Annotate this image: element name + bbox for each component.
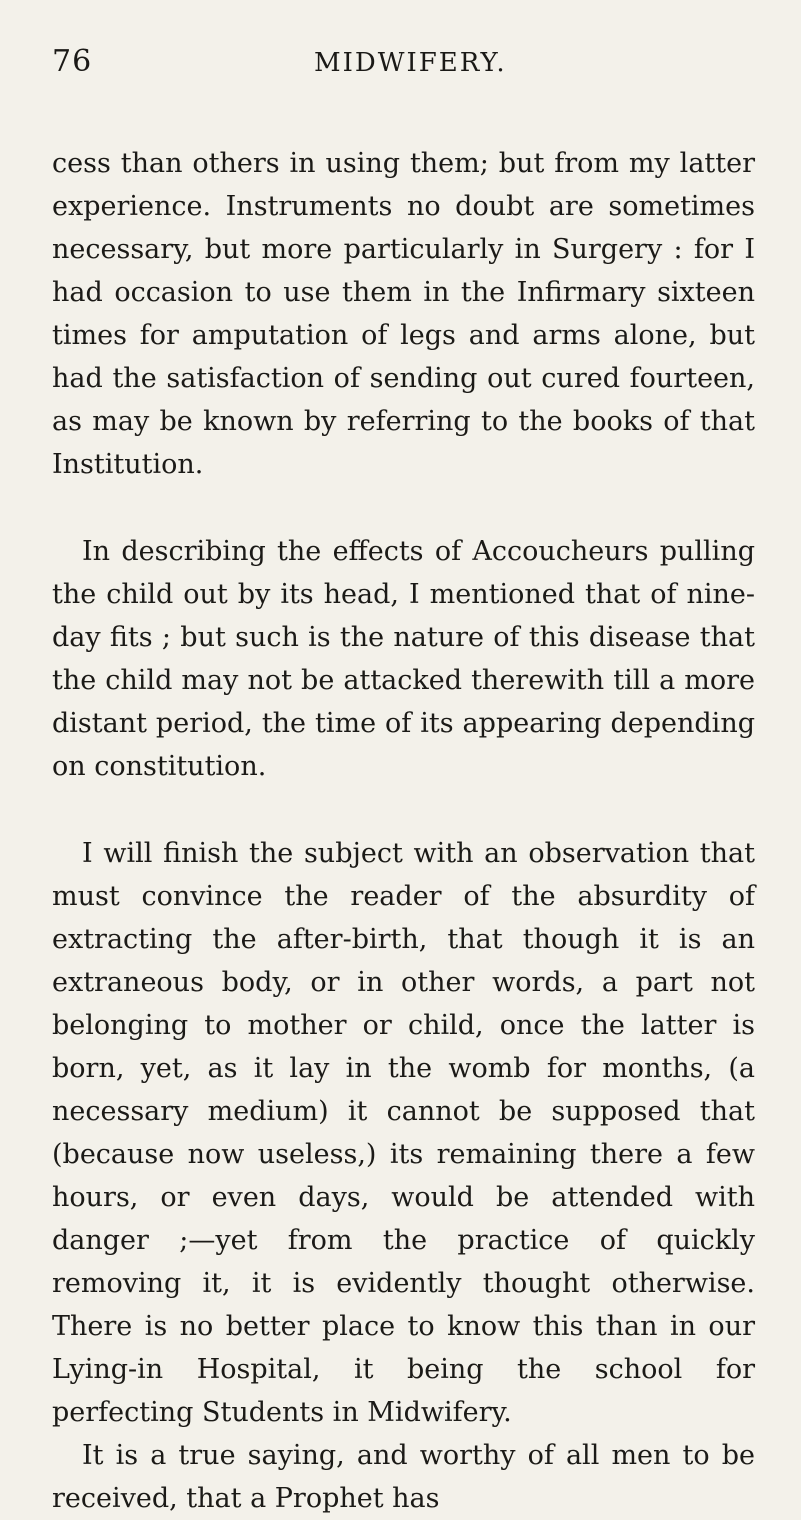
running-title: MIDWIFERY.: [314, 48, 507, 78]
running-head: [52, 44, 755, 84]
page-number: 76: [52, 44, 93, 79]
body-text: [52, 142, 755, 1520]
paragraph-3: I will finish the subject with an observation that must convince the reader of the absurdity of extracting the after-birth, that though it is an extraneous body, or in other words, a part not belonging to mother or child, once the latter is born, yet, as it lay in the womb for months, (a necessary medium) it cannot be supposed that (because now useless,) its remaining there a few hours, or even days, would be attended with danger ;—yet from the practice of quickly removing it, it is evidently thought otherwise. There is no better place to know this than in our Lying-in Hospital, it being the school for perfecting Students in Midwifery.: [52, 838, 755, 1428]
paragraph-1: cess than others in using them; but from my latter experience. Instruments no doubt are sometimes necessary, but more particularly in Surgery : for I had occasion to use them in the Infirmary sixteen times for amputation of legs and arms alone, but had the satisfaction of sending out cured fourteen, as may be known by referring to the books of that Institution.: [52, 148, 755, 480]
paragraph-2: In describing the effects of Accoucheurs pulling the child out by its head, I mentioned that of nine-day fits ; but such is the nature of this disease that the child may not be attacked therewith till a more distant period, the time of its appearing depending on constitution.: [52, 536, 755, 782]
paragraph-4: It is a true saying, and worthy of all men to be received, that a Prophet has: [52, 1440, 755, 1514]
